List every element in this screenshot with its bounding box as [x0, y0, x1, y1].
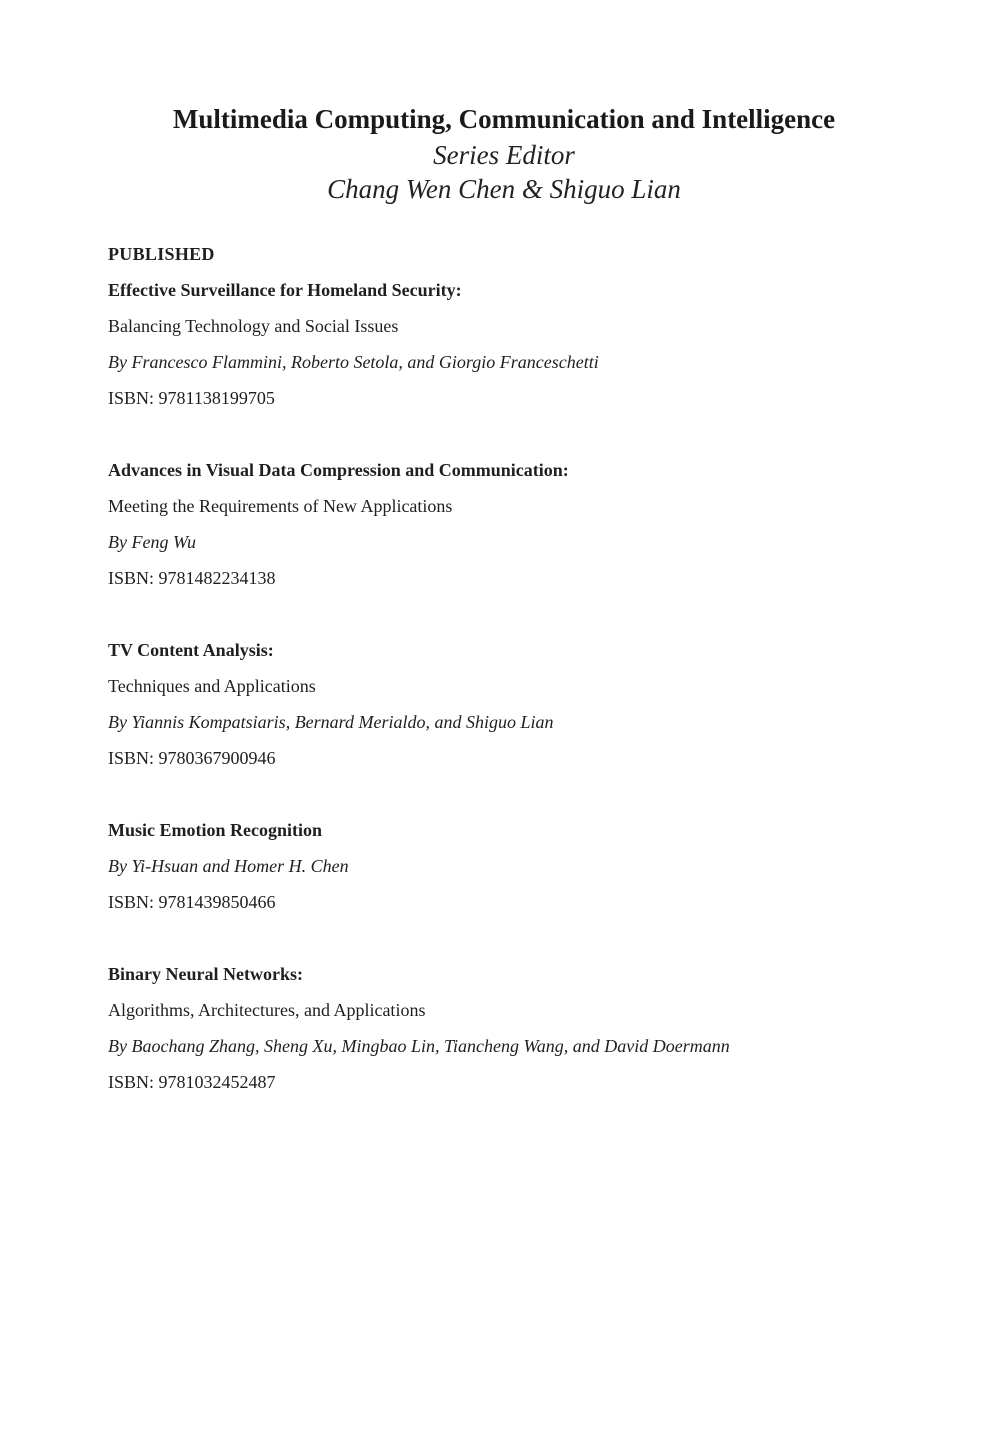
book-entry — [108, 632, 908, 776]
book-authors: By Feng Wu — [108, 532, 196, 552]
book-title: Music Emotion Recognition — [108, 820, 322, 840]
section-label-published: PUBLISHED — [108, 244, 215, 264]
book-title: Effective Surveillance for Homeland Security: — [108, 280, 462, 300]
book-isbn: ISBN: 9781138199705 — [108, 388, 275, 408]
book-entry — [108, 272, 908, 416]
book-isbn: ISBN: 9781482234138 — [108, 568, 276, 588]
book-authors: By Yi-Hsuan and Homer H. Chen — [108, 856, 349, 876]
book-subtitle: Techniques and Applications — [108, 676, 316, 696]
series-editors: Chang Wen Chen & Shiguo Lian — [327, 174, 681, 204]
book-isbn: ISBN: 9781032452487 — [108, 1072, 276, 1092]
book-entry — [108, 452, 908, 596]
book-authors: By Yiannis Kompatsiaris, Bernard Merialdo, and Shiguo Lian — [108, 712, 554, 732]
book-subtitle: Balancing Technology and Social Issues — [108, 316, 399, 336]
book-entry — [108, 812, 908, 920]
series-header — [0, 100, 1008, 206]
book-isbn: ISBN: 9780367900946 — [108, 748, 276, 768]
book-title: TV Content Analysis: — [108, 640, 274, 660]
series-title: Multimedia Computing, Communication and Intelligence — [172, 104, 836, 134]
published-list — [108, 236, 908, 1100]
book-entry — [108, 956, 908, 1100]
book-authors: By Baochang Zhang, Sheng Xu, Mingbao Lin, Tiancheng Wang, and David Doermann — [108, 1036, 730, 1056]
book-subtitle: Algorithms, Architectures, and Applications — [108, 1000, 426, 1020]
series-editor-label: Series Editor — [433, 140, 575, 170]
book-title: Binary Neural Networks: — [108, 964, 303, 984]
book-subtitle: Meeting the Requirements of New Applications — [108, 496, 453, 516]
book-isbn: ISBN: 9781439850466 — [108, 892, 276, 912]
book-title: Advances in Visual Data Compression and Communication: — [108, 460, 569, 480]
book-authors: By Francesco Flammini, Roberto Setola, and Giorgio Franceschetti — [108, 352, 599, 372]
